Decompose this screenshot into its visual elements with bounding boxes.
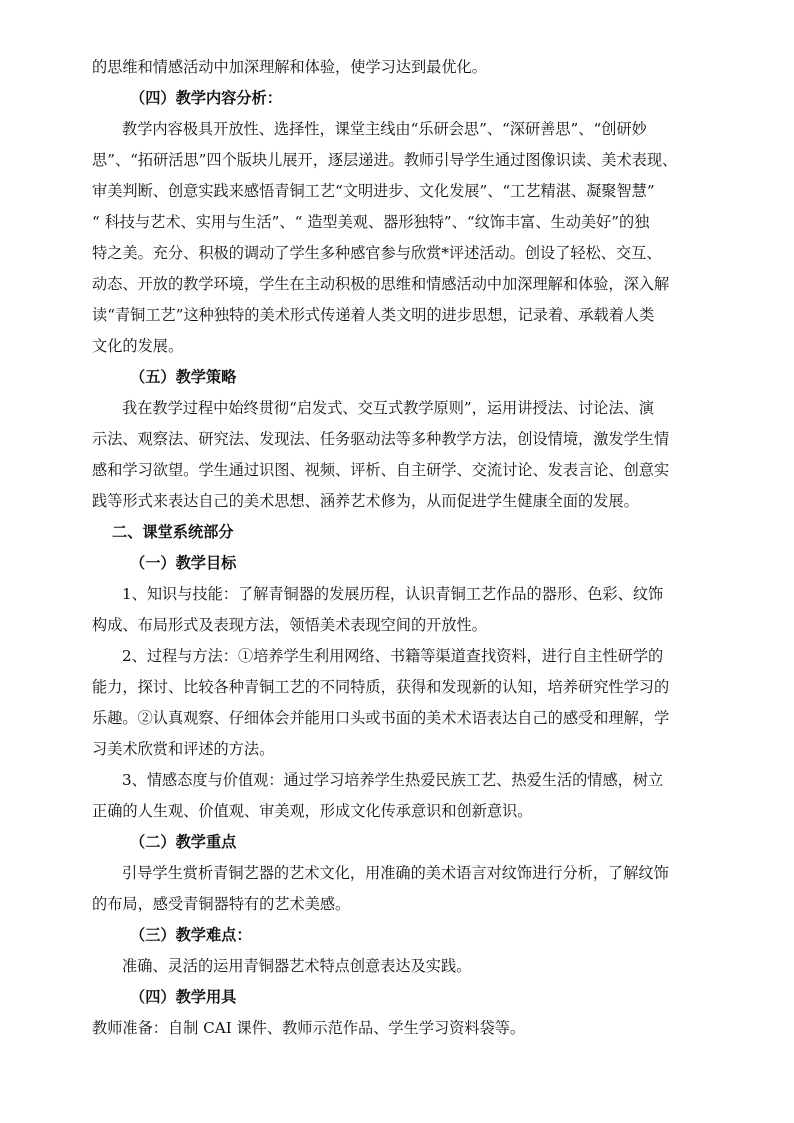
paragraph-first-line: 引导学生赏析青铜艺器的艺术文化，用准确的美术语言对纹饰进行分析，了解纹饰: [122, 864, 669, 882]
body-text-line: 审美判断、创意实践来感悟青铜工艺“文明进步、文化发展”、“工艺精湛、凝聚智慧”: [92, 182, 655, 200]
paragraph-first-line: 我在教学过程中始终贯彻“启发式、交互式教学原则”，运用讲授法、讨论法、演: [122, 399, 654, 417]
body-text-line: 正确的人生观、价值观、审美观，形成文化传承意识和创新意识。: [92, 802, 533, 820]
body-text-line: 特之美。充分、积极的调动了学生多种感官参与欣赏*评述活动。创设了轻松、交互、: [92, 244, 662, 262]
body-text-line: 的思维和情感活动中加深理解和体验，使学习达到最优化。: [92, 58, 487, 76]
body-text-line: 教师准备：自制 CAI 课件、教师示范作品、学生学习资料袋等。: [92, 1019, 526, 1037]
body-text-line: 的布局，感受青铜器特有的艺术美感。: [92, 895, 351, 913]
section-heading: （二）教学重点: [130, 833, 237, 851]
section-heading: （四）教学用具: [130, 988, 237, 1006]
document-page: [92, 52, 702, 1044]
body-text-line: 文化的发展。: [92, 337, 184, 355]
body-text-line: 能力，探讨、比较各种青铜工艺的不同特质，获得和发现新的认知，培养研究性学习的: [92, 678, 670, 696]
body-text-line: 乐趣。②认真观察、仔细体会并能用口头或书面的美术术语表达自己的感受和理解，学: [92, 709, 670, 727]
body-text-line: 思”、“拓研活思”四个版块儿展开，逐层递进。教师引导学生通过图像识读、美术表现、: [92, 151, 678, 169]
section-heading: （五）教学策略: [130, 368, 237, 386]
main-section-heading: 二、课堂系统部分: [112, 523, 234, 541]
body-text-line: 习美术欣赏和评述的方法。: [92, 740, 275, 758]
body-text-line: 动态、开放的教学环境，学生在主动积极的思维和情感活动中加深理解和体验，深入解: [92, 275, 670, 293]
section-heading: （四）教学内容分析：: [130, 89, 282, 107]
body-text-line: “ 科技与艺术、实用与生活”、“ 造型美观、器形独特”、“纹饰丰富、生动美好”的独: [92, 213, 650, 231]
body-text-line: 构成、布局形式及表现方法，领悟美术表现空间的开放性。: [92, 616, 487, 634]
section-heading: （一）教学目标: [130, 554, 237, 572]
body-text-line: 感和学习欲望。学生通过识图、视频、评析、自主研学、交流讨论、发表言论、创意实: [92, 461, 670, 479]
paragraph-first-line: 教学内容极具开放性、选择性，课堂主线由“乐研会思”、“深研善思”、“创研妙: [122, 120, 647, 138]
paragraph-first-line: 1、知识与技能：了解青铜器的发展历程，认识青铜工艺作品的器形、色彩、纹饰: [122, 585, 664, 603]
body-text-line: 读“青铜工艺”这种独特的美术形式传递着人类文明的进步思想，记录着、承载着人类: [92, 306, 655, 324]
section-heading: （三）教学难点：: [130, 926, 252, 944]
body-text-line: 示法、观察法、研究法、发现法、任务驱动法等多种教学方法，创设情境，激发学生情: [92, 430, 670, 448]
body-text-line: 践等形式来表达自己的美术思想、涵养艺术修为，从而促进学生健康全面的发展。: [92, 492, 639, 510]
paragraph-first-line: 2、过程与方法：①培养学生利用网络、书籍等渠道查找资料，进行自主性研学的: [122, 647, 664, 665]
paragraph-first-line: 3、情感态度与价值观：通过学习培养学生热爱民族工艺、热爱生活的情感，树立: [122, 771, 664, 789]
paragraph-first-line: 准确、灵活的运用青铜器艺术特点创意表达及实践。: [122, 957, 472, 975]
